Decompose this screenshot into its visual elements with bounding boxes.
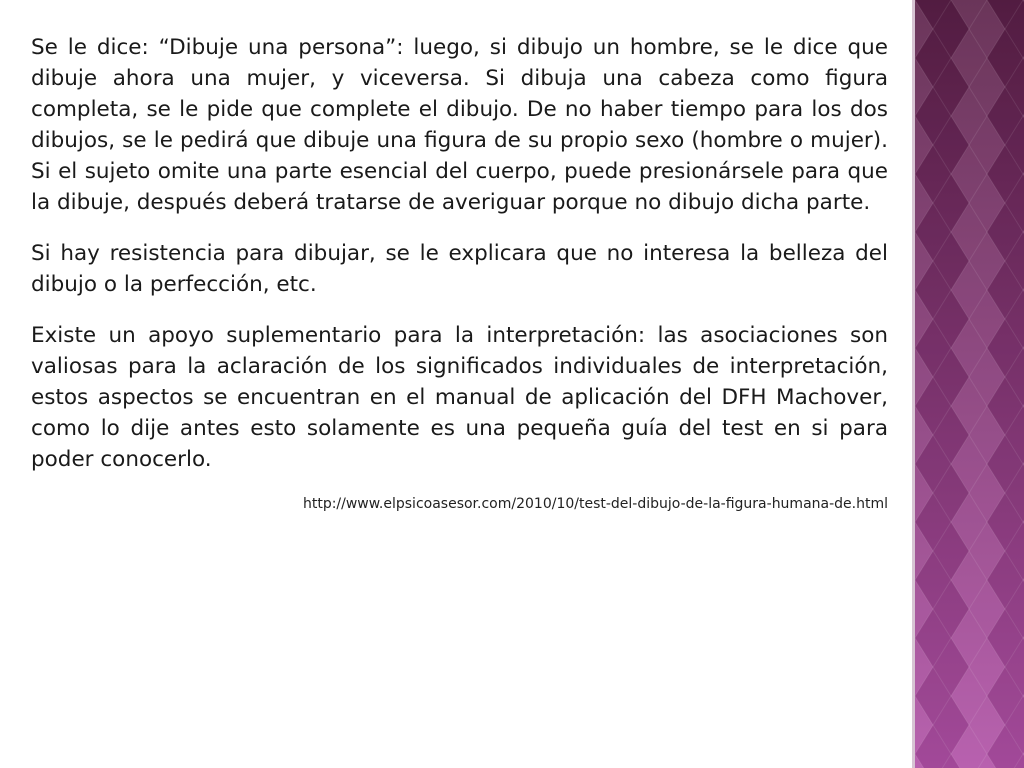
slide-body: [31, 32, 888, 513]
source-link[interactable]: http://www.elpsicoasesor.com/2010/10/test-del-dibujo-de-la-figura-humana-de.html: [302, 496, 888, 512]
paragraph-interpretation: Existe un apoyo suplementario para la interpretación: las asociaciones son valiosas para la aclaración de los significados individuales de interpretación, estos aspectos se encuentran en el manual de aplicación del DFH Machover, como lo dije antes esto solamente es una pequeña guía del test en si para poder conocerlo.: [31, 323, 888, 472]
paragraph-resistance: Si hay resistencia para dibujar, se le explicara que no interesa la belleza del dibujo o la perfección, etc.: [31, 241, 888, 297]
paragraph-instructions: Se le dice: “Dibuje una persona”: luego, si dibujo un hombre, se le dice que dibuje ahora una mujer, y viceversa. Si dibuja una cabeza como figura completa, se le pide que complete el dibujo. De no haber tiempo para los dos dibujos, se le pedirá que dibuje una figura de su propio sexo (hombre o mujer). Si el sujeto omite una parte esencial del cuerpo, puede presionársele para que la dibuje, después deberá tratarse de averiguar porque no dibujo dicha parte.: [31, 35, 888, 215]
decorative-side-bar: [912, 0, 1024, 768]
diamond-pattern: [915, 0, 1024, 768]
